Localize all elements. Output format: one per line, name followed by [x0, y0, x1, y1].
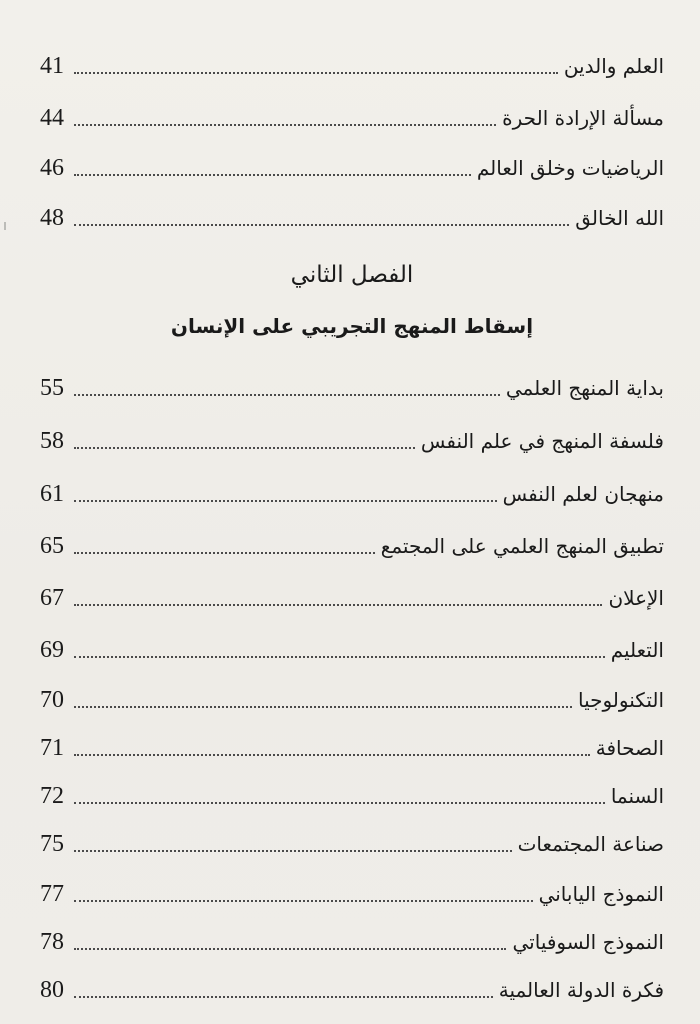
toc-page-number: 61: [40, 481, 64, 507]
toc-leader-dots: [74, 850, 512, 852]
toc-entry-title: التكنولوجيا: [577, 688, 664, 712]
toc-entry[interactable]: [40, 632, 664, 672]
toc-leader-dots: [74, 948, 506, 950]
toc-page-number: 46: [40, 155, 64, 181]
toc-entry[interactable]: [40, 528, 664, 568]
toc-page-number: 44: [40, 105, 64, 131]
toc-page-number: 69: [40, 637, 64, 663]
toc-leader-dots: [74, 656, 605, 658]
toc-entry-title: تطبيق المنهج العلمي على المجتمع: [380, 534, 664, 558]
toc-leader-dots: [74, 124, 496, 126]
toc-leader-dots: [74, 500, 497, 502]
toc-entry[interactable]: [40, 730, 664, 770]
toc-entry-title: بداية المنهج العلمي: [505, 376, 664, 400]
toc-entry[interactable]: [40, 778, 664, 818]
toc-leader-dots: [74, 447, 415, 449]
toc-leader-dots: [74, 996, 493, 998]
toc-page-number: 41: [40, 53, 64, 79]
toc-leader-dots: [74, 72, 558, 74]
toc-leader-dots: [74, 604, 602, 606]
toc-page-number: 72: [40, 783, 64, 809]
chapter-heading: الفصل الثاني: [290, 262, 414, 288]
toc-page-number: 78: [40, 929, 64, 955]
toc-page-number: 58: [40, 428, 64, 454]
toc-entry-title: فكرة الدولة العالمية: [498, 978, 664, 1002]
toc-page-number: 80: [40, 977, 64, 1003]
toc-entry-title: النموذج السوفياتي: [512, 930, 664, 954]
toc-entry-title: النموذج الياباني: [538, 882, 664, 906]
toc-entry-title: منهجان لعلم النفس: [502, 482, 664, 506]
toc-leader-dots: [74, 706, 572, 708]
toc-entry[interactable]: [40, 200, 664, 240]
toc-page-number: 71: [40, 735, 64, 761]
toc-entry[interactable]: [40, 370, 664, 410]
toc-page-number: 55: [40, 375, 64, 401]
toc-leader-dots: [74, 754, 590, 756]
toc-leader-dots: [74, 394, 500, 396]
toc-entry[interactable]: [40, 682, 664, 722]
toc-entry-title: مسألة الإرادة الحرة: [502, 106, 664, 130]
toc-page-number: 65: [40, 533, 64, 559]
toc-entry[interactable]: [40, 476, 664, 516]
toc-entry-title: السنما: [610, 784, 664, 808]
toc-leader-dots: [74, 900, 533, 902]
toc-entry[interactable]: [40, 48, 664, 88]
toc-page-number: 48: [40, 205, 64, 231]
toc-entry-title: الإعلان: [608, 586, 664, 610]
toc-leader-dots: [74, 224, 569, 226]
toc-leader-dots: [74, 552, 375, 554]
toc-entry[interactable]: [40, 423, 664, 463]
toc-entry[interactable]: [40, 150, 664, 190]
toc-entry[interactable]: [40, 924, 664, 964]
toc-entry[interactable]: [40, 100, 664, 140]
page-edge-mark: [4, 222, 6, 230]
toc-entry-title: التعليم: [610, 638, 664, 662]
toc-entry-title: الصحافة: [595, 736, 664, 760]
toc-entry[interactable]: [40, 972, 664, 1012]
toc-page-number: 77: [40, 881, 64, 907]
toc-page-number: 75: [40, 831, 64, 857]
toc-leader-dots: [74, 802, 605, 804]
toc-page-number: 70: [40, 687, 64, 713]
toc-entry[interactable]: [40, 876, 664, 916]
toc-entry-title: الرياضيات وخلق العالم: [476, 156, 664, 180]
toc-entry[interactable]: [40, 826, 664, 866]
toc-entry-title: الله الخالق: [575, 206, 664, 230]
toc-entry-title: العلم والدين: [563, 54, 664, 78]
toc-leader-dots: [74, 174, 471, 176]
toc-page-number: 67: [40, 585, 64, 611]
toc-entry-title: فلسفة المنهج في علم النفس: [420, 429, 664, 453]
toc-entry[interactable]: [40, 580, 664, 620]
chapter-subheading: إسقاط المنهج التجريبي على الإنسان: [170, 314, 534, 338]
toc-entry-title: صناعة المجتمعات: [517, 832, 664, 856]
